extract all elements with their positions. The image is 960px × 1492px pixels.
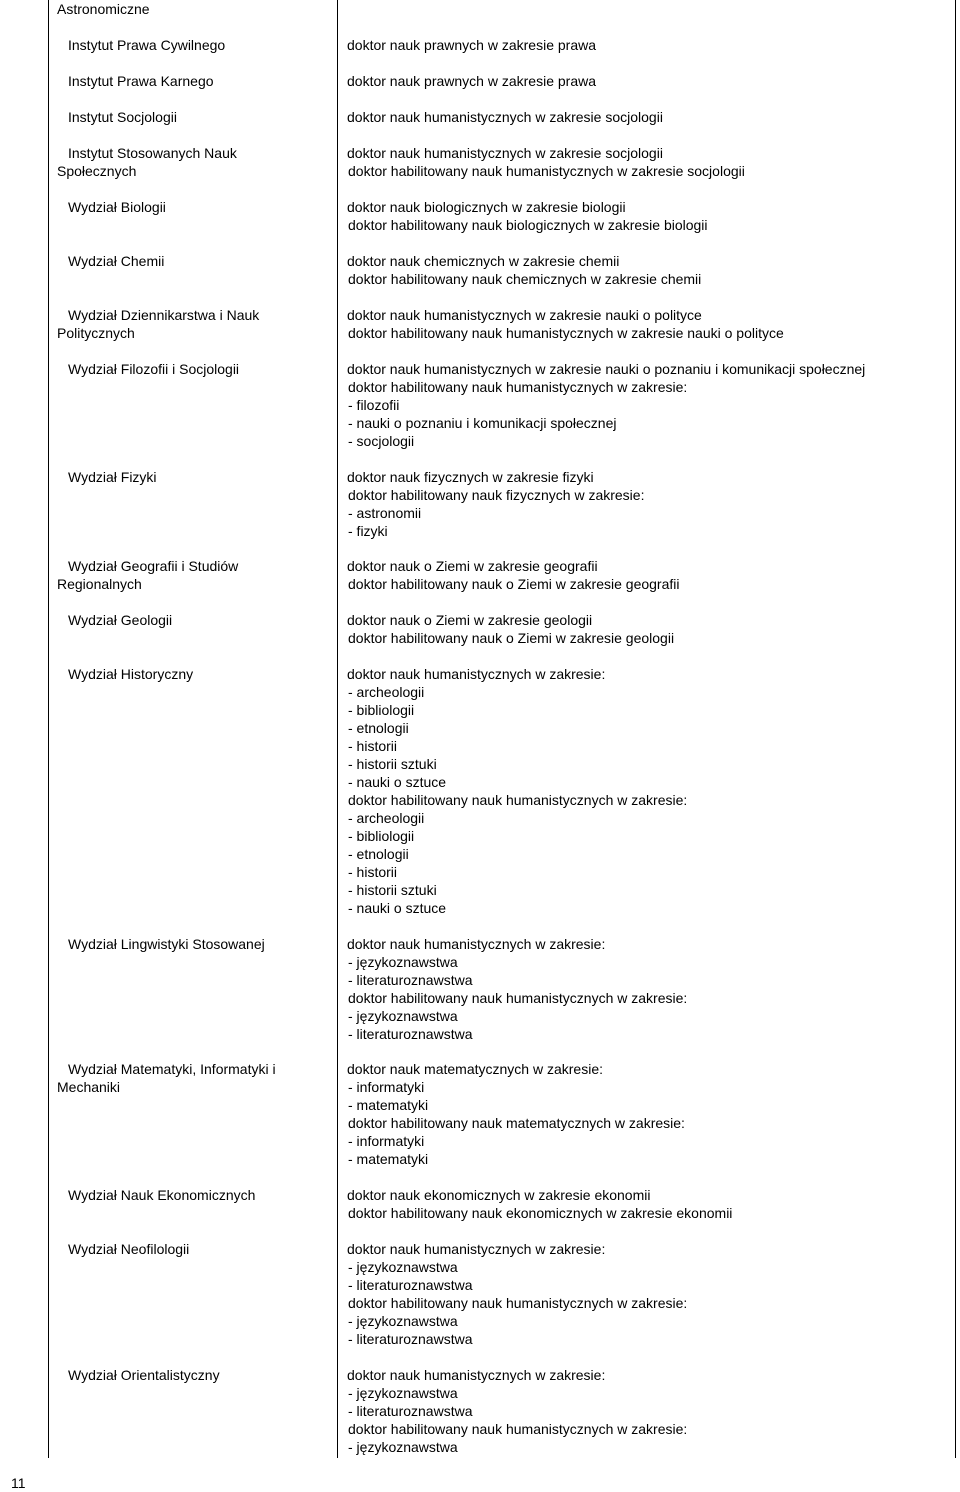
degree-line: doktor habilitowany nauk humanistycznych w zakresie socjologii [348,163,745,179]
unit-name: Wydział Historyczny [68,666,194,682]
column-divider [337,0,338,1458]
degree-line: doktor habilitowany nauk humanistycznych w zakresie: [348,1421,688,1437]
unit-name-continued: Mechaniki [57,1079,121,1095]
degree-line: doktor nauk humanistycznych w zakresie nauki o polityce [347,307,702,323]
degree-line: doktor habilitowany nauk humanistycznych w zakresie: [348,1295,688,1311]
degree-line: doktor habilitowany nauk biologicznych w zakresie biologii [348,217,708,233]
unit-name: Wydział Geologii [68,612,173,628]
field-item: - filozofii [348,397,400,413]
unit-name: Wydział Biologii [68,199,166,215]
page-number: 11 [11,1475,26,1491]
unit-name: Wydział Lingwistyki Stosowanej [68,936,265,952]
field-item: - literaturoznawstwa [348,1026,473,1042]
degree-line: doktor nauk humanistycznych w zakresie socjologii [347,145,663,161]
unit-name: Wydział Nauk Ekonomicznych [68,1187,256,1203]
unit-name: Wydział Matematyki, Informatyki i [68,1061,276,1077]
field-item: - literaturoznawstwa [348,1331,473,1347]
degree-line: doktor nauk humanistycznych w zakresie nauki o poznaniu i komunikacji społecznej [347,361,866,377]
field-item: - archeologii [348,684,425,700]
degree-line: doktor habilitowany nauk humanistycznych w zakresie: [348,792,688,808]
degree-line: doktor habilitowany nauk humanistycznych w zakresie: [348,990,688,1006]
degree-line: doktor nauk ekonomicznych w zakresie ekonomii [347,1187,651,1203]
degree-line: doktor habilitowany nauk o Ziemi w zakresie geografii [348,576,680,592]
field-item: - astronomii [348,505,422,521]
field-item: - nauki o poznaniu i komunikacji społecznej [348,415,617,431]
unit-name: Wydział Filozofii i Socjologii [68,361,240,377]
degree-line: doktor habilitowany nauk chemicznych w zakresie chemii [348,271,702,287]
degree-line: doktor habilitowany nauk o Ziemi w zakresie geologii [348,630,675,646]
unit-name: Wydział Neofilologii [68,1241,190,1257]
unit-name-continued: Społecznych [57,163,137,179]
degree-line: doktor nauk o Ziemi w zakresie geologii [347,612,593,628]
field-item: - nauki o sztuce [348,900,447,916]
field-item: - językoznawstwa [348,1008,458,1024]
field-item: - matematyki [348,1097,429,1113]
unit-name: Instytut Prawa Cywilnego [68,37,226,53]
field-item: - informatyki [348,1133,425,1149]
field-item: - etnologii [348,720,409,736]
field-item: - nauki o sztuce [348,774,447,790]
degree-line: doktor habilitowany nauk matematycznych w zakresie: [348,1115,685,1131]
unit-name: Astronomiczne [57,1,150,17]
unit-name: Wydział Geografii i Studiów [68,558,239,574]
degree-line: doktor habilitowany nauk ekonomicznych w zakresie ekonomii [348,1205,733,1221]
field-item: - językoznawstwa [348,1385,458,1401]
degree-line: doktor nauk biologicznych w zakresie biologii [347,199,626,215]
degree-line: doktor nauk humanistycznych w zakresie socjologii [347,109,663,125]
field-item: - językoznawstwa [348,1439,458,1455]
unit-name: Wydział Dziennikarstwa i Nauk [68,307,260,323]
degree-line: doktor nauk prawnych w zakresie prawa [347,37,597,53]
field-item: - historii sztuki [348,756,437,772]
degree-line: doktor nauk fizycznych w zakresie fizyki [347,469,594,485]
unit-name-continued: Regionalnych [57,576,142,592]
field-item: - archeologii [348,810,425,826]
field-item: - literaturoznawstwa [348,1277,473,1293]
field-item: - literaturoznawstwa [348,972,473,988]
field-item: - literaturoznawstwa [348,1403,473,1419]
degree-line: doktor nauk o Ziemi w zakresie geografii [347,558,598,574]
unit-name-continued: Politycznych [57,325,135,341]
unit-name: Instytut Stosowanych Nauk [68,145,237,161]
degree-line: doktor nauk humanistycznych w zakresie: [347,1241,606,1257]
degree-line: doktor habilitowany nauk humanistycznych w zakresie nauki o polityce [348,325,784,341]
field-item: - językoznawstwa [348,1313,458,1329]
unit-name: Wydział Orientalistyczny [68,1367,220,1383]
unit-name: Instytut Socjologii [68,109,177,125]
field-item: - bibliologii [348,828,415,844]
field-item: - językoznawstwa [348,954,458,970]
degree-line: doktor habilitowany nauk humanistycznych w zakresie: [348,379,688,395]
field-item: - fizyki [348,523,388,539]
unit-name: Wydział Fizyki [68,469,157,485]
degree-line: doktor nauk matematycznych w zakresie: [347,1061,603,1077]
field-item: - informatyki [348,1079,425,1095]
degree-line: doktor nauk chemicznych w zakresie chemii [347,253,620,269]
field-item: - historii [348,864,398,880]
degree-line: doktor nauk humanistycznych w zakresie: [347,936,606,952]
degree-line: doktor nauk humanistycznych w zakresie: [347,666,606,682]
field-item: - bibliologii [348,702,415,718]
unit-name: Wydział Chemii [68,253,165,269]
field-item: - historii [348,738,398,754]
degree-line: doktor nauk prawnych w zakresie prawa [347,73,597,89]
degree-line: doktor habilitowany nauk fizycznych w zakresie: [348,487,645,503]
field-item: - historii sztuki [348,882,437,898]
field-item: - etnologii [348,846,409,862]
field-item: - językoznawstwa [348,1259,458,1275]
degree-line: doktor nauk humanistycznych w zakresie: [347,1367,606,1383]
field-item: - matematyki [348,1151,429,1167]
unit-name: Instytut Prawa Karnego [68,73,214,89]
field-item: - socjologii [348,433,415,449]
